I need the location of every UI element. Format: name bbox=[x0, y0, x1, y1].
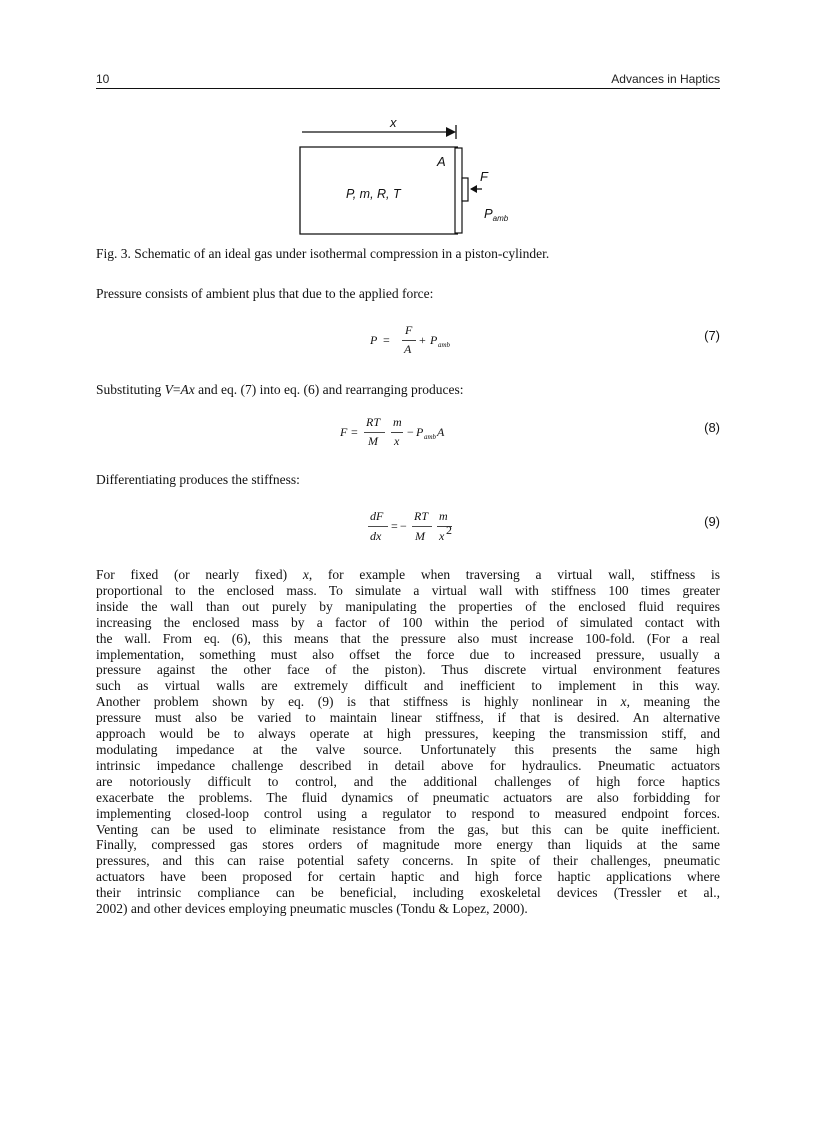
svg-text:A: A bbox=[404, 342, 412, 356]
label-area: A bbox=[437, 154, 446, 169]
svg-text:x: x bbox=[439, 529, 445, 543]
svg-text:=: = bbox=[351, 425, 358, 439]
body-line: Venting can be used to eliminate resistance from the gas, but this can be quite inefficient. bbox=[96, 821, 720, 837]
svg-text:P: P bbox=[416, 425, 424, 439]
paragraph-pressure: Pressure consists of ambient plus that due to the applied force: bbox=[96, 286, 434, 301]
body-line: pressure must also be varied to maintain linear stiffness, if that is desired. An alternative bbox=[96, 710, 720, 726]
body-line: actuators have been proposed for certain haptic and high force haptic applications where bbox=[96, 869, 720, 885]
equation-8-formula bbox=[340, 412, 480, 452]
svg-text:=: = bbox=[383, 333, 390, 347]
svg-text:+: + bbox=[419, 333, 426, 347]
svg-text:F: F bbox=[405, 323, 413, 337]
figure-caption: Fig. 3. Schematic of an ideal gas under isothermal compression in a piston-cylinder. bbox=[96, 246, 550, 261]
body-line: exacerbate the problems. The fluid dynamics of pneumatic actuators are also forbidding for bbox=[96, 789, 720, 805]
body-line: Another problem shown by eq. (9) is that stiffness is highly nonlinear in x, meaning the bbox=[96, 694, 721, 710]
piston-rod bbox=[462, 178, 468, 201]
paragraph-substituting: Substituting V=Ax and eq. (7) into eq. (6) and rearranging produces: bbox=[96, 382, 464, 397]
equation-7-number: (7) bbox=[704, 328, 720, 343]
body-line: their intrinsic compliance can be beneficial, including exoskeletal devices (Tressler et al., bbox=[96, 885, 720, 901]
equation-8-number: (8) bbox=[704, 420, 720, 435]
force-arrowhead bbox=[470, 185, 477, 193]
body-line: approach would be to always operate at high pressures, keeping the transmission stiff, and bbox=[96, 726, 720, 742]
piston-face bbox=[455, 148, 462, 233]
label-ambient-pressure: $P_{amb}$ bbox=[484, 206, 509, 223]
svg-text:RT: RT bbox=[414, 509, 429, 523]
svg-text:dx: dx bbox=[370, 529, 382, 543]
piston-cylinder-diagram bbox=[290, 110, 530, 242]
svg-text:2: 2 bbox=[446, 523, 452, 537]
body-line: pressure against the other face of the piston). Thus discrete virtual environment features bbox=[96, 662, 720, 678]
equation-7-formula bbox=[370, 320, 480, 360]
svg-text:−: − bbox=[400, 519, 407, 533]
body-paragraph bbox=[96, 567, 720, 917]
svg-text:m: m bbox=[439, 509, 448, 523]
svg-text:P: P bbox=[370, 333, 378, 347]
label-gas-state: P, m, R, T bbox=[346, 187, 401, 201]
equation-8 bbox=[96, 412, 720, 452]
body-line: proportional to the enclosed mass. To simulate a virtual wall with stiffness 100 times greater bbox=[96, 582, 720, 598]
svg-text:=: = bbox=[391, 519, 398, 533]
equation-7 bbox=[96, 320, 720, 360]
figure-3 bbox=[290, 110, 530, 242]
svg-text:m: m bbox=[393, 415, 402, 429]
header-rule bbox=[96, 88, 720, 89]
svg-text:M: M bbox=[415, 529, 425, 543]
displacement-arrowhead bbox=[446, 127, 456, 137]
body-line: pressures, and this can raise potential safety concerns. In spite of their challenges, pneumatic bbox=[96, 853, 720, 869]
label-x: x bbox=[390, 115, 397, 130]
body-line: such as virtual walls are extremely difficult and inefficient to implement in this way. bbox=[96, 678, 720, 694]
body-line: implementing closed-loop control using a regulator to respond to measured endpoint forces. bbox=[96, 805, 720, 821]
svg-text:amb: amb bbox=[438, 341, 451, 349]
equation-9 bbox=[96, 506, 720, 546]
running-header bbox=[96, 72, 720, 88]
svg-text:M: M bbox=[368, 434, 378, 448]
svg-text:RT: RT bbox=[366, 415, 381, 429]
label-force: F bbox=[480, 169, 488, 184]
body-line: 2002) and other devices employing pneumatic muscles (Tondu & Lopez, 2000). bbox=[96, 901, 528, 917]
body-line: Finally, compressed gas stores orders of magnitude more energy than liquids at the same bbox=[96, 837, 720, 853]
page-number: 10 bbox=[96, 72, 110, 86]
body-line: intrinsic impedance challenge described in detail above for hydraulics. Pneumatic actuators bbox=[96, 757, 720, 773]
svg-text:A: A bbox=[437, 425, 445, 439]
svg-text:P: P bbox=[430, 333, 438, 347]
body-line: For fixed (or nearly fixed) x, for example when traversing a virtual wall, stiffness is bbox=[96, 567, 721, 582]
body-line: are notoriously difficult to control, and the additional challenges of high force haptics bbox=[96, 773, 720, 789]
body-line: implementation, something must also offset the force due to increased pressure, usually a bbox=[96, 646, 720, 662]
equation-9-number: (9) bbox=[704, 514, 720, 529]
svg-text:x: x bbox=[394, 434, 400, 448]
svg-text:dF: dF bbox=[370, 509, 384, 523]
running-title: Advances in Haptics bbox=[611, 72, 720, 86]
svg-text:F: F bbox=[340, 425, 348, 439]
equation-9-formula bbox=[368, 506, 478, 546]
body-line: the wall. From eq. (6), this means that the pressure also must increase 100-fold. (For a real bbox=[96, 630, 720, 646]
body-line: increasing the enclosed mass by a factor of 100 within the period of simulated contact with bbox=[96, 614, 720, 630]
svg-text:−: − bbox=[407, 425, 414, 439]
paragraph-differentiating: Differentiating produces the stiffness: bbox=[96, 472, 300, 487]
body-line: inside the wall than out purely by manipulating the properties of the enclosed fluid requires bbox=[96, 598, 720, 614]
body-line: modulating impedance at the valve source. Unfortunately this presents the same high bbox=[96, 741, 720, 757]
svg-text:amb: amb bbox=[424, 433, 437, 441]
